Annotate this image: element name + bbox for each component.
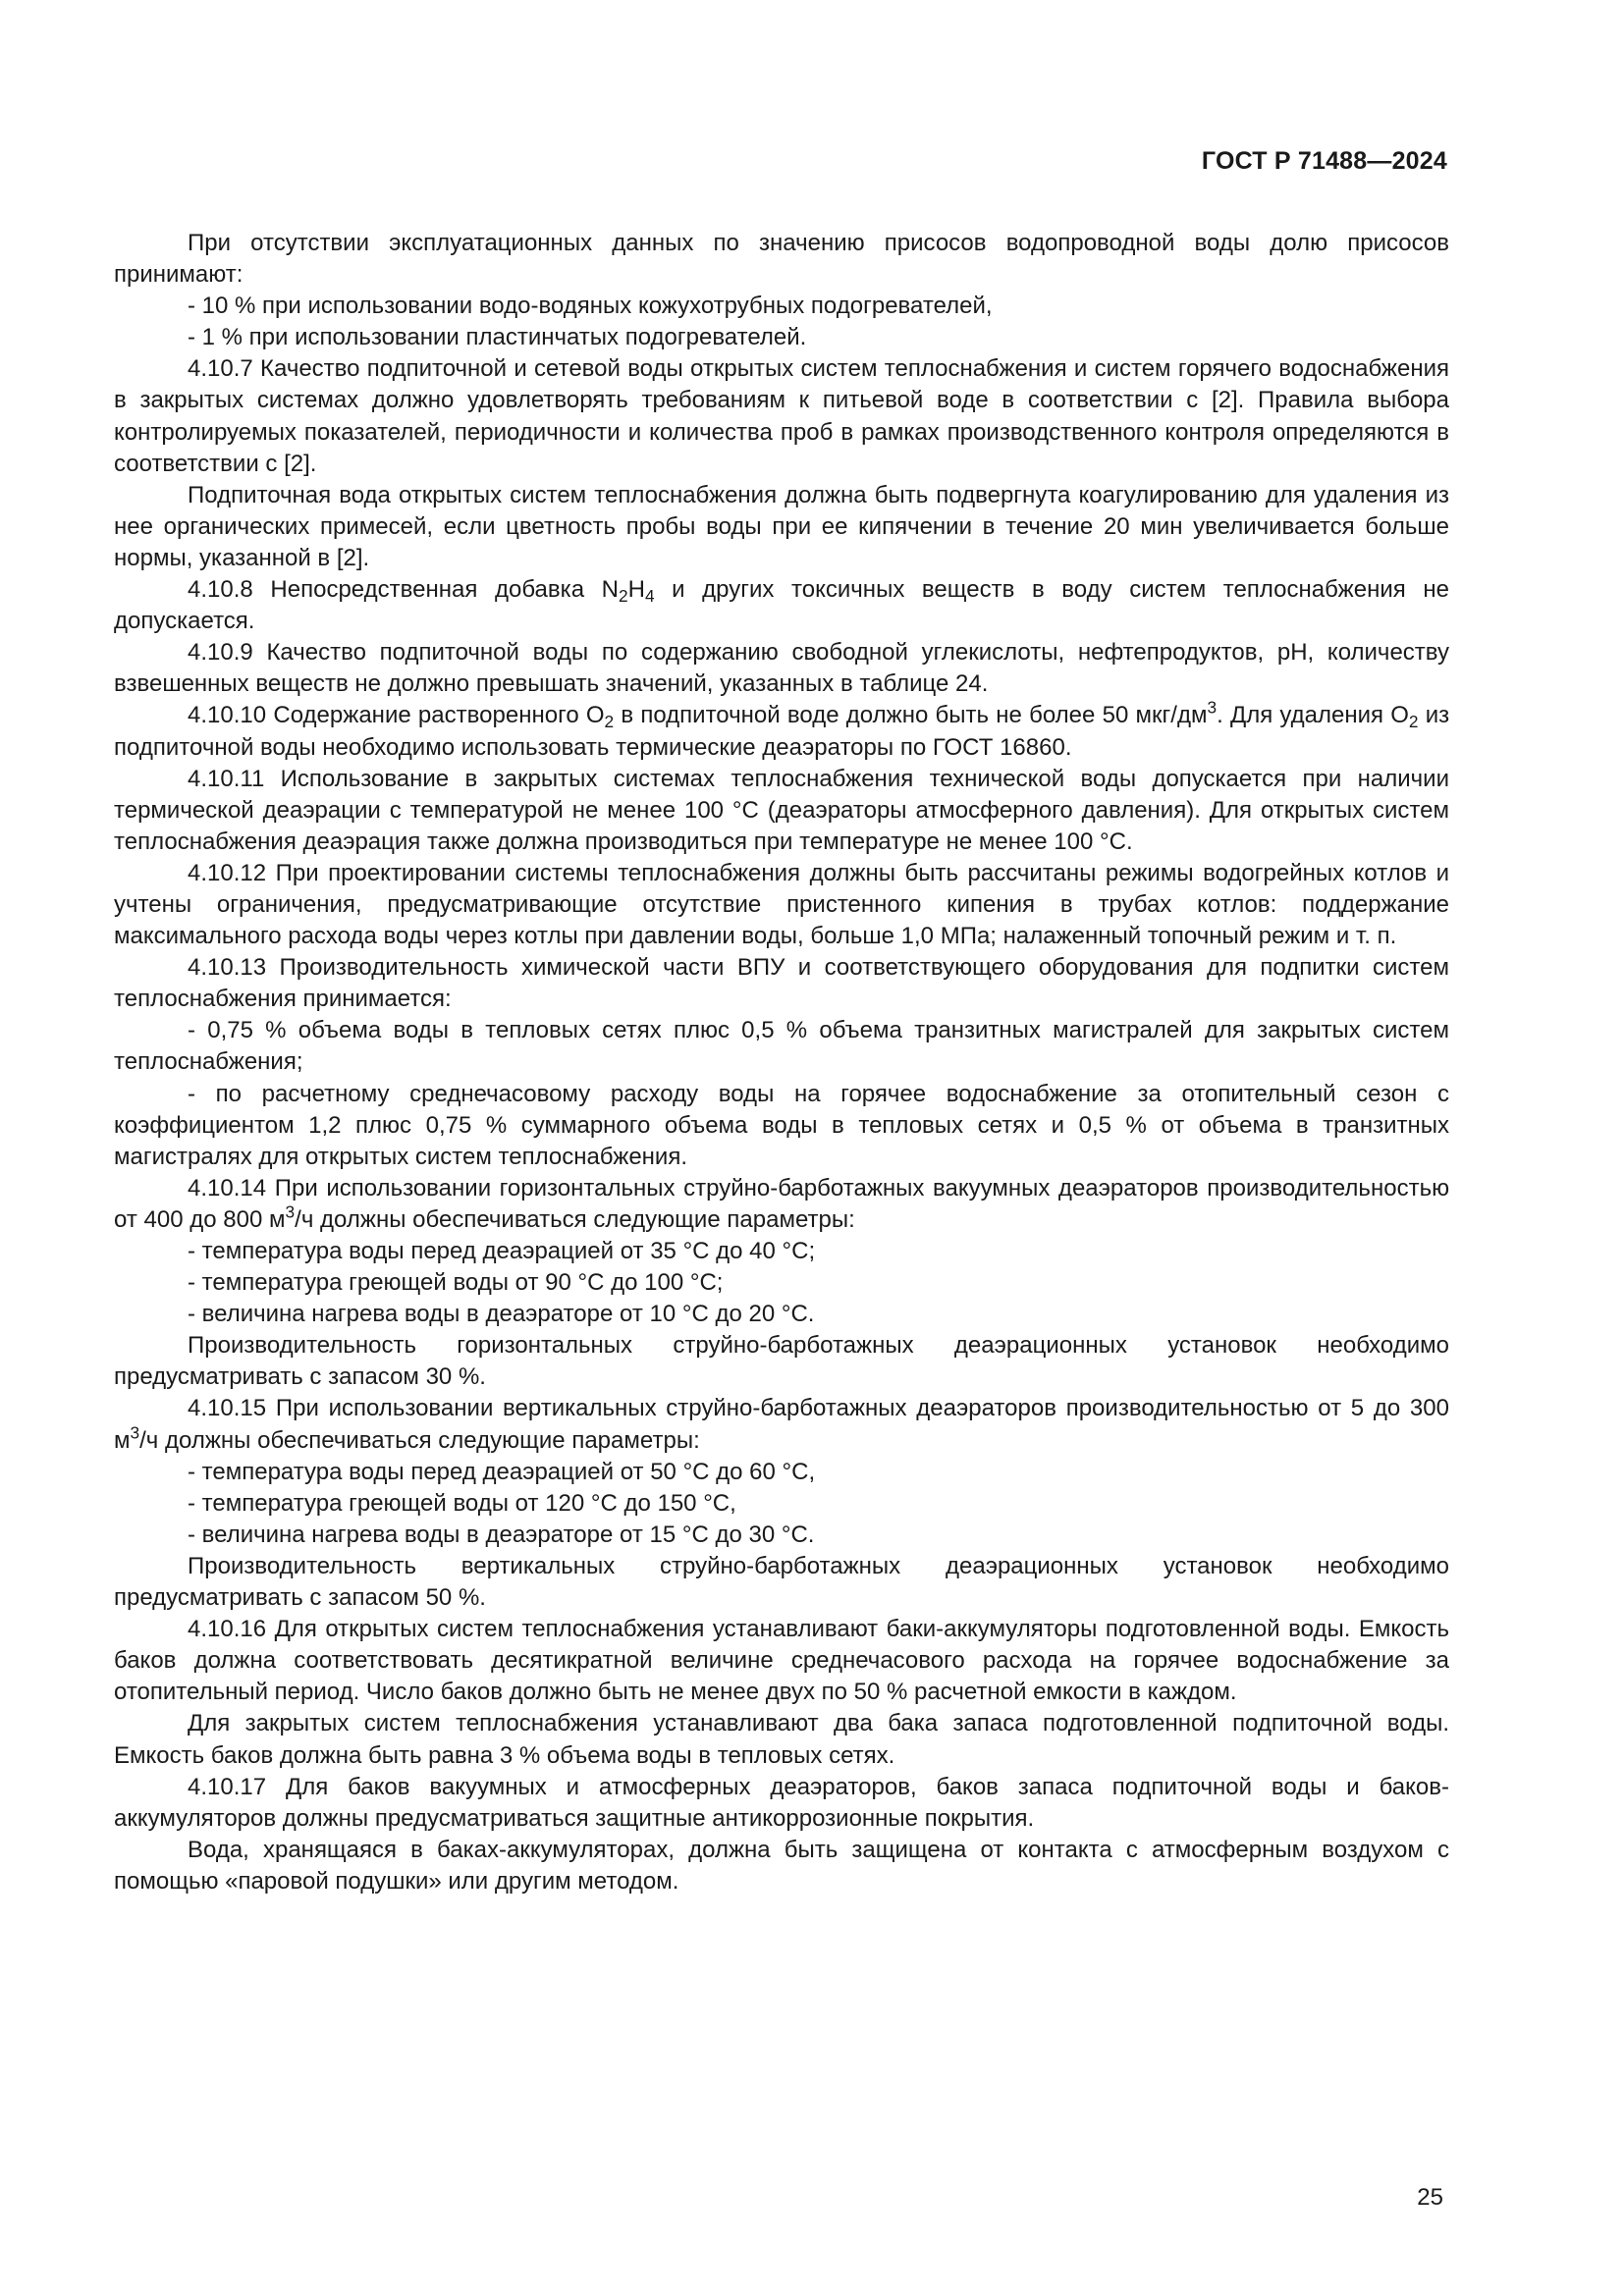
list-item: - 1 % при использовании пластинчатых подогревателей. xyxy=(188,324,807,351)
clause-4-10-9: 4.10.9 Качество подпиточной воды по содержанию свободной углекислоты, нефтепродуктов, pH, количеству взвешенных веществ не должно превышать значений, указанных в таблице 24. xyxy=(114,639,1449,698)
list-item: - 0,75 % объема воды в тепловых сетях плюс 0,5 % объема транзитных магистралей для закрытых систем теплоснабжения; xyxy=(114,1017,1449,1076)
clause-4-10-13: 4.10.13 Производительность химической части ВПУ и соответствующего оборудования для подпитки систем теплоснабжения принимается: xyxy=(114,954,1449,1013)
list-item: - 10 % при использовании водо-водяных кожухотрубных подогревателей, xyxy=(188,293,993,320)
paragraph: Производительность горизонтальных струйно-барботажных деаэрационных установок необходимо предусматривать с запасом 30 %. xyxy=(114,1332,1449,1391)
clause-4-10-11: 4.10.11 Использование в закрытых системах теплоснабжения технической воды допускается при наличии термической деаэрации с температурой не менее 100 °С (деаэраторы атмосферного давления). Для открытых систем теплоснабжения деаэрация также должна производиться при температуре не менее 100 °С. xyxy=(114,765,1449,855)
list-item: - величина нагрева воды в деаэраторе от 15 °С до 30 °С. xyxy=(188,1521,815,1548)
paragraph: Подпиточная вода открытых систем теплоснабжения должна быть подвергнута коагулированию для удаления из нее органических примесей, если цветность пробы воды при ее кипячении в течение 20 мин увеличивается больше нормы, указанной в [2]. xyxy=(114,481,1449,571)
clause-4-10-15: 4.10.15 При использовании вертикальных струйно-барботажных деаэраторов производительностью от 5 до 300 $м^3/ч$ должны обеспечиваться следующие параметры: xyxy=(114,1395,1449,1454)
page-number: 25 xyxy=(1417,2184,1443,2211)
list-item: - температура воды перед деаэрацией от 50 °С до 60 °С, xyxy=(188,1458,816,1485)
clause-4-10-16: 4.10.16 Для открытых систем теплоснабжения устанавливают баки-аккумуляторы подготовленной воды. Емкость баков должна соответствовать десятикратной величине среднечасового расхода на горячее водоснабжение за отопительный период. Число баков должно быть не менее двух по 50 % расчетной емкости в каждом. xyxy=(114,1616,1449,1706)
paragraph: Для закрытых систем теплоснабжения устанавливают два бака запаса подготовленной подпиточной воды. Емкость баков должна быть равна 3 % объема воды в тепловых сетях. xyxy=(114,1710,1449,1769)
paragraph: Производительность вертикальных струйно-барботажных деаэрационных установок необходимо предусматривать с запасом 50 %. xyxy=(114,1552,1449,1612)
clause-4-10-10: 4.10.10 Содержание растворенного $O_2$ в подпиточной воде должно быть не более 50 мкг/$дм^3$. Для удаления $O_2$ из подпиточной воды необходимо использовать термические деаэраторы по ГОСТ 16860. xyxy=(114,697,1450,761)
document-header: ГОСТ Р 71488—2024 xyxy=(1201,147,1447,175)
clause-4-10-14: 4.10.14 При использовании горизонтальных струйно-барботажных вакуумных деаэраторов производительностью от 400 до 800 $м^3/ч$ должны обеспечиваться следующие параметры: xyxy=(114,1174,1450,1233)
clause-4-10-8: 4.10.8 Непосредственная добавка $N_2H_4$ и других токсичных веществ в воду систем теплоснабжения не допускается. xyxy=(114,576,1449,635)
clause-4-10-12: 4.10.12 При проектировании системы теплоснабжения должны быть рассчитаны режимы водогрейных котлов и учтены ограничения, предусматривающие отсутствие пристенного кипения в трубах котлов: поддержание максимального расхода воды через котлы при давлении воды, больше 1,0 МПа; налаженный топочный режим и т. п. xyxy=(114,859,1449,950)
list-item: - температура греющей воды от 120 °С до 150 °С, xyxy=(188,1489,736,1517)
clause-4-10-7: 4.10.7 Качество подпиточной и сетевой воды открытых систем теплоснабжения и систем горячего водоснабжения в закрытых системах должно удовлетворять требованиям к питьевой воде в соответствии с [2]. Правила выбора контролируемых показателей, периодичности и количества проб в рамках производственного контроля определяются в соответствии с [2]. xyxy=(114,355,1449,477)
clause-4-10-17: 4.10.17 Для баков вакуумных и атмосферных деаэраторов, баков запаса подпиточной воды и баков-аккумуляторов должны предусматриваться защитные антикоррозионные покрытия. xyxy=(114,1773,1449,1832)
list-item: - величина нагрева воды в деаэраторе от 10 °С до 20 °С. xyxy=(188,1301,815,1328)
paragraph: При отсутствии эксплуатационных данных по значению присосов водопроводной воды долю присосов принимают: xyxy=(114,230,1449,289)
paragraph: Вода, хранящаяся в баках-аккумуляторах, должна быть защищена от контакта с атмосферным воздухом с помощью «паровой подушки» или другим методом. xyxy=(114,1836,1449,1895)
list-item: - температура греющей воды от 90 °С до 100 °С; xyxy=(188,1269,724,1297)
document-body xyxy=(114,228,1449,1897)
list-item: - температура воды перед деаэрацией от 35 °С до 40 °С; xyxy=(188,1238,816,1264)
list-item: - по расчетному среднечасовому расходу воды на горячее водоснабжение за отопительный сезон с коэффициентом 1,2 плюс 0,75 % суммарного объема воды в тепловых сетях и 0,5 % от объема в транзитных магистралях для открытых систем теплоснабжения. xyxy=(114,1080,1449,1170)
